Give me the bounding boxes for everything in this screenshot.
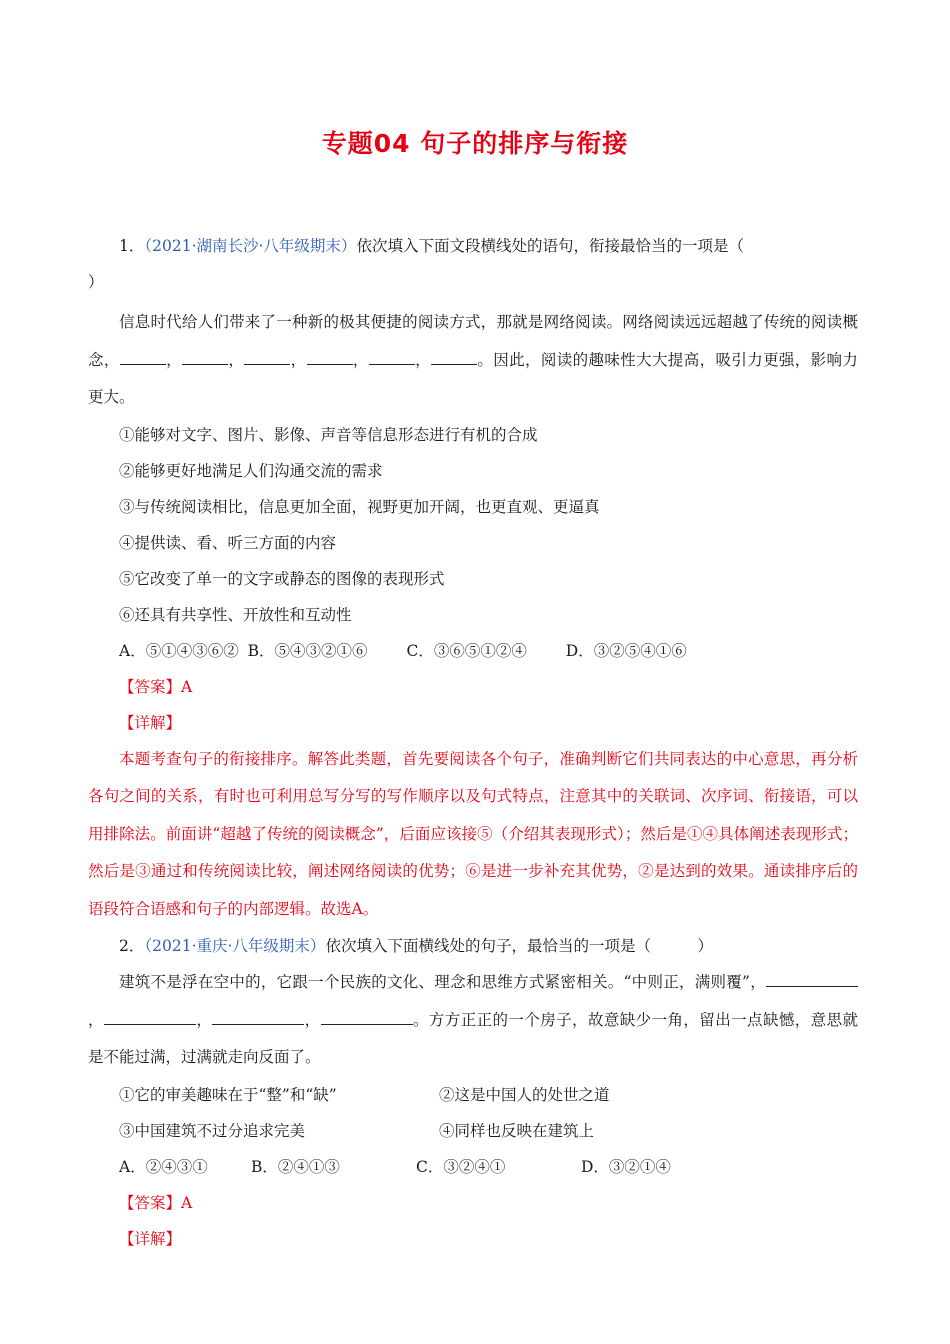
q1-stem (88, 228, 858, 264)
q1-detail-label: 【详解】 (119, 713, 182, 732)
q2-stem-text: 依次填入下面横线处的句子，最恰当的一项是（ ） (325, 937, 713, 955)
q2-sep: ， (304, 1010, 321, 1029)
q1-passage-part-d: 更强，影响力更大。 (88, 350, 858, 406)
q1-options (88, 633, 858, 669)
q1-source: （2021·湖南长沙·八年级期末） (144, 237, 357, 255)
q1-sep: ， (414, 350, 431, 369)
q2-option-d[interactable]: D．③②①④ (581, 1157, 671, 1176)
q1-stem-end: ） (88, 273, 104, 291)
q1-blank-6 (431, 350, 477, 365)
q1-option-a[interactable]: A．⑤①④③⑥② (119, 641, 239, 660)
q2-source: （2021·重庆·八年级期末） (144, 937, 326, 955)
q2-blank-2 (104, 1010, 196, 1025)
q1-detail: 本题考查句子的衔接排序。解答此类题，首先要阅读各个句子，准确判断它们共同表达的中心意思，再分析各句之间的关系，有时也可利用总写分写的写作顺序以及句式特点，注意其中的关联词、次序词、衔接语，可以用排除法。前面讲“超越了传统的阅读概念”，后面应该接⑤（介绍其表现形式）；然后是①④具体阐述表现形式；然后是③通过和传统阅读比较，阐述网络阅读的优势；⑥是进一步补充其优势，②是达到的效果。通读排序后的语段符合语感和句子的内部逻辑。故选A。 (88, 749, 858, 918)
q1-item-4: ④提供读、看、听三方面的内容 (119, 533, 337, 552)
q1-stem-text: 依次填入下面文段横线处的语句，衔接最恰当的一项是（ (356, 237, 744, 255)
content (88, 228, 858, 1257)
q1-passage-part-a: 信息时代给人们带来了一种新的极其便捷的阅读方式，那就是网络阅读。网络阅读远远超越了传统的 (119, 313, 812, 331)
q1-option-b[interactable]: B．⑤④③②①⑥ (247, 641, 368, 660)
q1-sep: ， (228, 350, 245, 369)
q1-blank-1 (120, 350, 166, 365)
q1-answer: 【答案】A (119, 677, 193, 696)
q2-passage (88, 964, 858, 1077)
q1-sep: ， (165, 350, 182, 369)
q1-item-6: ⑥还具有共享性、开放性和互动性 (119, 605, 352, 624)
q2-blank-4 (321, 1010, 413, 1025)
q1-number: 1． (119, 237, 145, 255)
q2-passage-part-c: 出一点缺憾，意思就是不能过满，过满就走向反面了。 (88, 1010, 858, 1066)
q2-sep: ， (195, 1010, 213, 1029)
q1-passage (88, 304, 858, 417)
q2-blank-3 (212, 1010, 304, 1025)
q2-passage-part-b: 。方方正正的一个房子，故意缺少一角，留 (412, 1010, 716, 1029)
q2-blank-1 (766, 972, 858, 987)
q1-sep: ， (352, 350, 369, 369)
q2-option-c[interactable]: C．③②④① (416, 1157, 506, 1176)
q2-detail-label: 【详解】 (119, 1229, 182, 1248)
q1-item-3: ③与传统阅读相比，信息更加全面，视野更加开阔，也更直观、更逼真 (119, 497, 600, 516)
q2-items-row-1 (88, 1077, 858, 1113)
q2-item-4: ④同样也反映在建筑上 (439, 1121, 595, 1140)
q2-sep: ， (88, 1010, 104, 1029)
q1-passage-part-b: 阅读概念， (88, 313, 858, 369)
q1-blank-5 (369, 350, 415, 365)
q2-answer: 【答案】A (119, 1193, 193, 1212)
q1-sep: ， (290, 350, 307, 369)
q2-item-1: ①它的审美趣味在于“整”和“缺” (119, 1085, 337, 1104)
page-title: 专题04 句子的排序与衔接 (321, 129, 629, 158)
q2-item-3: ③中国建筑不过分追求完美 (119, 1121, 306, 1140)
q1-item-1: ①能够对文字、图片、影像、声音等信息形态进行有机的合成 (119, 425, 538, 444)
q1-option-c[interactable]: C．③⑥⑤①②④ (406, 641, 527, 660)
q1-item-2: ②能够更好地满足人们沟通交流的需求 (119, 461, 383, 480)
q1-blank-2 (182, 350, 228, 365)
q2-stem (88, 928, 858, 964)
q1-passage-part-c: 。因此，阅读的趣味性大大提高，吸引力 (477, 350, 764, 369)
q2-items-row-2 (88, 1113, 858, 1149)
q1-blank-4 (307, 350, 353, 365)
q2-passage-part-a: 建筑不是浮在空中的，它跟一个民族的文化、理念和思维方式紧密相关。“中则正，满则覆”， (119, 973, 766, 991)
q2-item-2: ②这是中国人的处世之道 (439, 1085, 610, 1104)
q2-number: 2． (119, 937, 145, 955)
q1-item-5: ⑤它改变了单一的文字或静态的图像的表现形式 (119, 569, 445, 588)
q1-blank-3 (244, 350, 290, 365)
q1-option-d[interactable]: D．③②⑤④①⑥ (565, 641, 687, 660)
q2-options (88, 1149, 858, 1185)
q2-option-a[interactable]: A．②④③① (119, 1157, 208, 1176)
q2-option-b[interactable]: B．②④①③ (251, 1157, 340, 1176)
